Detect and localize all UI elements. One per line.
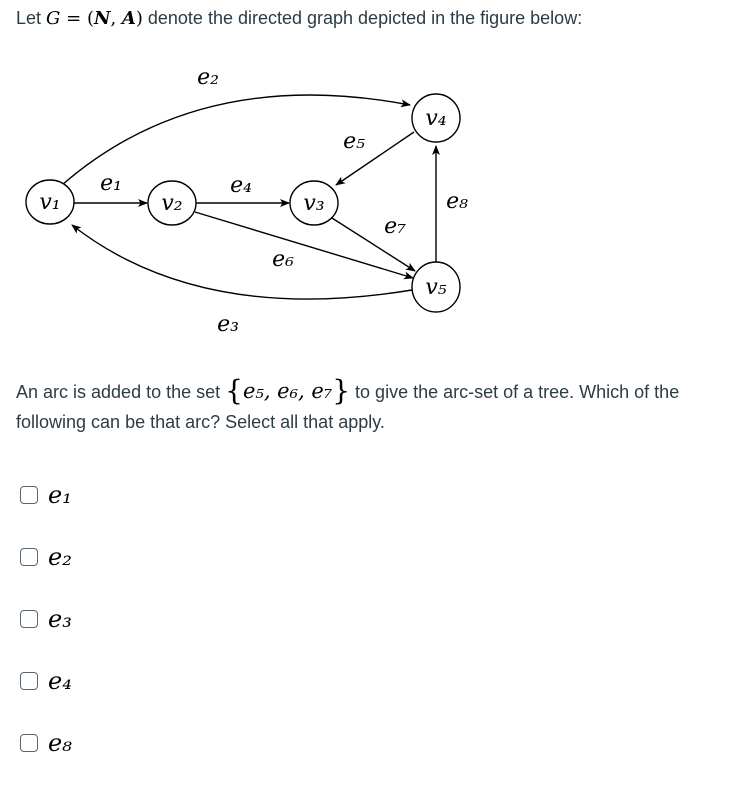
arc-set-symbol: A xyxy=(121,8,136,29)
checkbox-e4[interactable] xyxy=(20,672,38,690)
intro-suffix: denote the directed graph depicted in the figure below: xyxy=(142,8,583,28)
comma: , xyxy=(110,8,122,29)
option-e2[interactable] xyxy=(20,542,72,572)
edge-label-e1: e₁ xyxy=(100,171,122,196)
intro-text xyxy=(16,8,582,29)
edge-label-e6: e₆ xyxy=(272,247,294,272)
option-label-e1: e₁ xyxy=(48,481,72,509)
checkbox-e8[interactable] xyxy=(20,734,38,752)
node-label-v4: v₄ xyxy=(425,106,447,131)
option-e3[interactable] xyxy=(20,604,72,634)
node-v4 xyxy=(412,94,460,142)
node-v5 xyxy=(412,262,460,312)
equals-open: = ( xyxy=(60,8,94,29)
option-label-e8: e₈ xyxy=(48,729,72,757)
edge-label-e8: e₈ xyxy=(446,189,468,214)
checkbox-e2[interactable] xyxy=(20,548,38,566)
answer-options xyxy=(20,480,72,790)
set-close-brace: } xyxy=(332,374,351,407)
graph-symbol: G xyxy=(46,8,61,29)
option-e4[interactable] xyxy=(20,666,72,696)
set-open-brace: { xyxy=(225,374,243,407)
option-e8[interactable] xyxy=(20,728,72,758)
option-label-e2: e₂ xyxy=(48,543,72,571)
edge-label-e7: e₇ xyxy=(384,214,406,239)
option-label-e3: e₃ xyxy=(48,605,72,633)
close-paren: ) xyxy=(135,8,143,29)
node-label-v1: v₁ xyxy=(39,190,61,215)
question-text xyxy=(16,374,731,437)
option-e1[interactable] xyxy=(20,480,72,510)
node-v2 xyxy=(148,181,196,225)
edge-label-e5: e₅ xyxy=(343,129,365,154)
arc-set xyxy=(225,374,351,407)
node-set-symbol: N xyxy=(93,8,111,29)
question-after: to give the arc-set of a tree. Which of the following can be that arc? Select all that apply. xyxy=(16,382,680,432)
directed-graph-figure xyxy=(0,55,744,355)
node-label-v5: v₅ xyxy=(425,275,447,300)
set-items: e₅, e₆, e₇ xyxy=(242,379,333,403)
edge-label-e4: e₄ xyxy=(230,173,252,198)
edge-label-e2: e₂ xyxy=(197,65,219,90)
node-v1 xyxy=(26,180,74,224)
node-v3 xyxy=(290,181,338,225)
intro-prefix: Let xyxy=(16,8,47,28)
checkbox-e3[interactable] xyxy=(20,610,38,628)
question-before: An arc is added to the set xyxy=(16,382,226,402)
checkbox-e1[interactable] xyxy=(20,486,38,504)
node-label-v2: v₂ xyxy=(161,191,183,216)
edge-label-e3: e₃ xyxy=(217,312,239,337)
option-label-e4: e₄ xyxy=(48,667,72,695)
node-label-v3: v₃ xyxy=(303,191,325,216)
